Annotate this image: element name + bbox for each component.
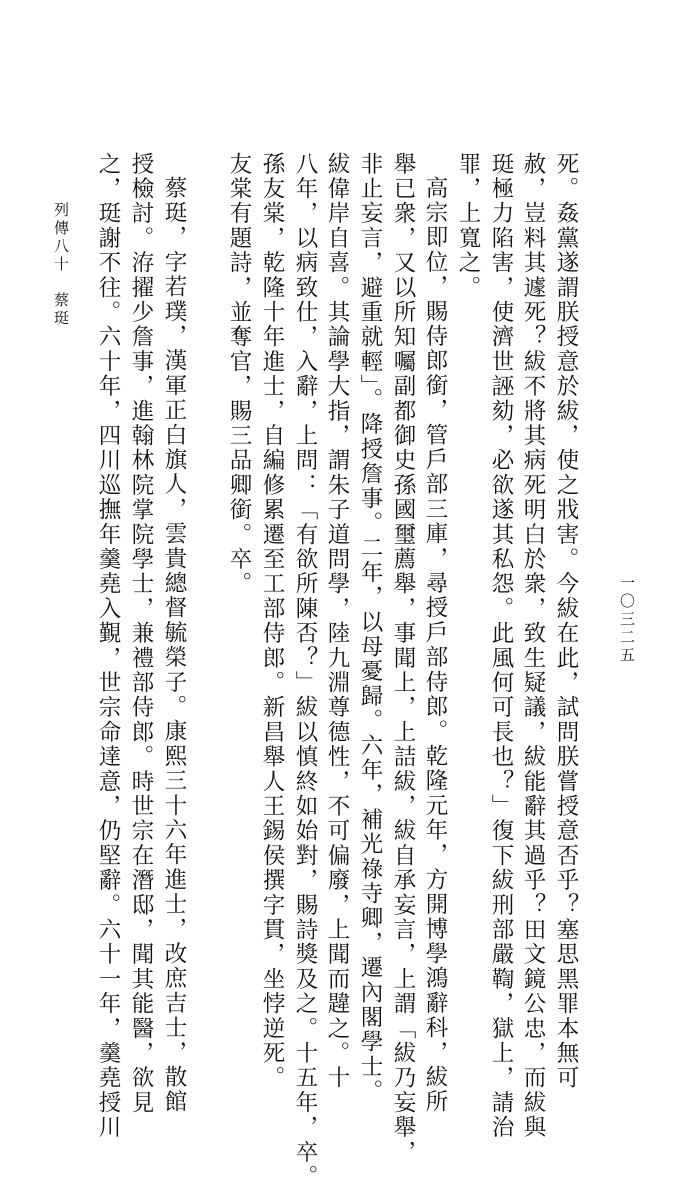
text-column-8: 紱偉岸自喜。其論學大指，謂朱子道問學，陸九淵尊德性，不可偏廢，上聞而韙之。十 — [324, 152, 350, 1091]
text-column-5: 高宗即位，賜侍郎銜，管戶部三庫，尋授戶部侍郎。乾隆元年，方開博學鴻辭科，紱所 — [422, 176, 448, 1115]
running-head: 列傳八十 蔡珽 — [52, 202, 70, 328]
text-column-7: 非止妄言，避重就輕」。降授詹事。二年，以母憂歸。六年，補光祿寺卿，遷內閣學士。 — [357, 152, 383, 1105]
text-column-6: 舉已衆，又以所知囑副都御史孫國璽薦舉，事聞上，上詰紱，紱自承妄言，上謂「紱乃妄舉， — [390, 152, 416, 1165]
text-column-4: 罪，上寬之。 — [455, 152, 481, 301]
text-column-14: 之，珽謝不往。六十年，四川巡撫年羹堯入覲，世宗命達意，仍堅辭。六十一年，羹堯授川 — [95, 152, 121, 1140]
text-column-2: 赦，豈料其遽死？紱不將其病死明白於衆，致生疑議，紱能辭其過乎？田文鏡公忠，而紱與 — [520, 152, 546, 1140]
text-column-9: 八年，以病致仕，入辭，上問：「有欲所陳否？」紱以慎終如始對，賜詩獎及之。十五年，卒。 — [292, 152, 318, 1189]
text-column-13: 授檢討。洊擢少詹事，進翰林院掌院學士，兼禮部侍郎。時世宗在潛邸，聞其能醫，欲見 — [128, 152, 154, 1116]
text-column-3: 珽極力陷害，使濟世誣劾，必欲遂其私怨。此風何可長也？」復下紱刑部嚴鞫，獄上，請治 — [488, 152, 514, 1140]
text-column-10: 孫友棠，乾隆十年進士，自編修累遷至工部侍郎。新昌舉人王錫侯撰字貫，坐悖逆死。 — [259, 152, 285, 1091]
text-column-11: 友棠有題詩，並奪官，賜三品卿銜。卒。 — [226, 152, 252, 597]
text-column-1: 死。姦黨遂謂朕授意於紱，使之戕害。今紱在此，試問朕嘗授意否乎？塞思黑罪本無可 — [553, 152, 579, 1091]
text-column-12: 蔡珽，字若璞，漢軍正白旗人，雲貴總督毓榮子。康熙三十六年進士，改庶吉士，散館 — [161, 176, 187, 1115]
page-number: 一〇三二五 — [618, 575, 636, 665]
